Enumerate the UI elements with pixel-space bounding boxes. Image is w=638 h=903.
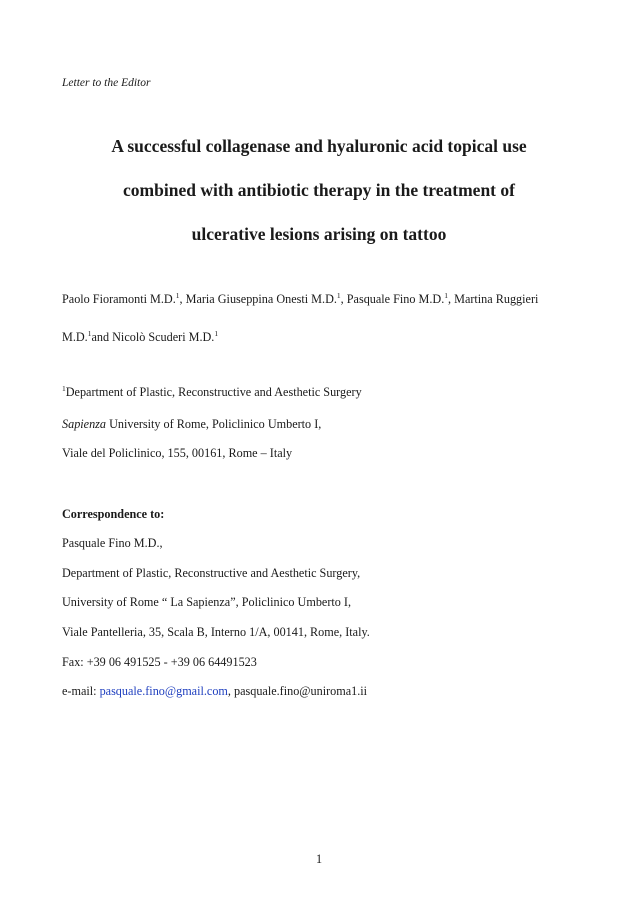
article-type-label: Letter to the Editor	[62, 77, 151, 89]
correspondence-department: Department of Plastic, Reconstructive and Aesthetic Surgery,	[62, 566, 361, 580]
correspondence-email-line	[62, 684, 367, 699]
title-line-1: A successful collagenase and hyaluronic acid topical use	[111, 136, 527, 156]
author-line-1	[62, 292, 538, 307]
author-affiliation-sup: 1	[175, 291, 180, 300]
correspondence-address: Viale Pantelleria, 35, Scala B, Interno 1/A, 00141, Rome, Italy.	[62, 625, 370, 639]
author-name: , Maria Giuseppina Onesti M.D.	[179, 292, 337, 306]
correspondence-name: Pasquale Fino M.D.,	[62, 536, 163, 550]
correspondence-university: University of Rome “ La Sapienza”, Policlinico Umberto I,	[62, 595, 352, 609]
affiliation-sup: 1	[62, 384, 66, 393]
affiliation-line-1	[62, 385, 362, 400]
affiliation-line-3: Viale del Policlinico, 155, 00161, Rome – Italy	[62, 446, 293, 460]
title-line-2: combined with antibiotic therapy in the treatment of	[123, 180, 515, 200]
correspondence-fax: Fax: +39 06 491525 - +39 06 64491523	[62, 655, 257, 669]
author-line-2	[62, 330, 218, 345]
correspondence-heading: Correspondence to:	[62, 507, 165, 521]
author-name: , Martina Ruggieri	[448, 292, 539, 306]
email-label: e-mail:	[62, 684, 100, 698]
author-affiliation-sup: 1	[444, 291, 449, 300]
affiliation-text: University of Rome, Policlinico Umberto I,	[106, 417, 322, 431]
email-link[interactable]: pasquale.fino@gmail.com	[99, 684, 228, 698]
affiliation-line-2	[62, 417, 321, 432]
author-name: and Nicolò Scuderi M.D.	[91, 330, 215, 344]
author-name: Paolo Fioramonti M.D.	[62, 292, 176, 306]
author-name: M.D.	[62, 330, 88, 344]
email-secondary: , pasquale.fino@uniroma1.ii	[227, 684, 368, 698]
author-name: , Pasquale Fino M.D.	[340, 292, 445, 306]
author-affiliation-sup: 1	[87, 329, 92, 338]
page-number: 1	[315, 852, 323, 866]
title-line-3: ulcerative lesions arising on tattoo	[191, 224, 447, 244]
affiliation-text: Department of Plastic, Reconstructive and Aesthetic Surgery	[65, 385, 362, 399]
affiliation-italic: Sapienza	[62, 417, 107, 431]
author-affiliation-sup: 1	[336, 291, 341, 300]
author-affiliation-sup: 1	[214, 329, 219, 338]
